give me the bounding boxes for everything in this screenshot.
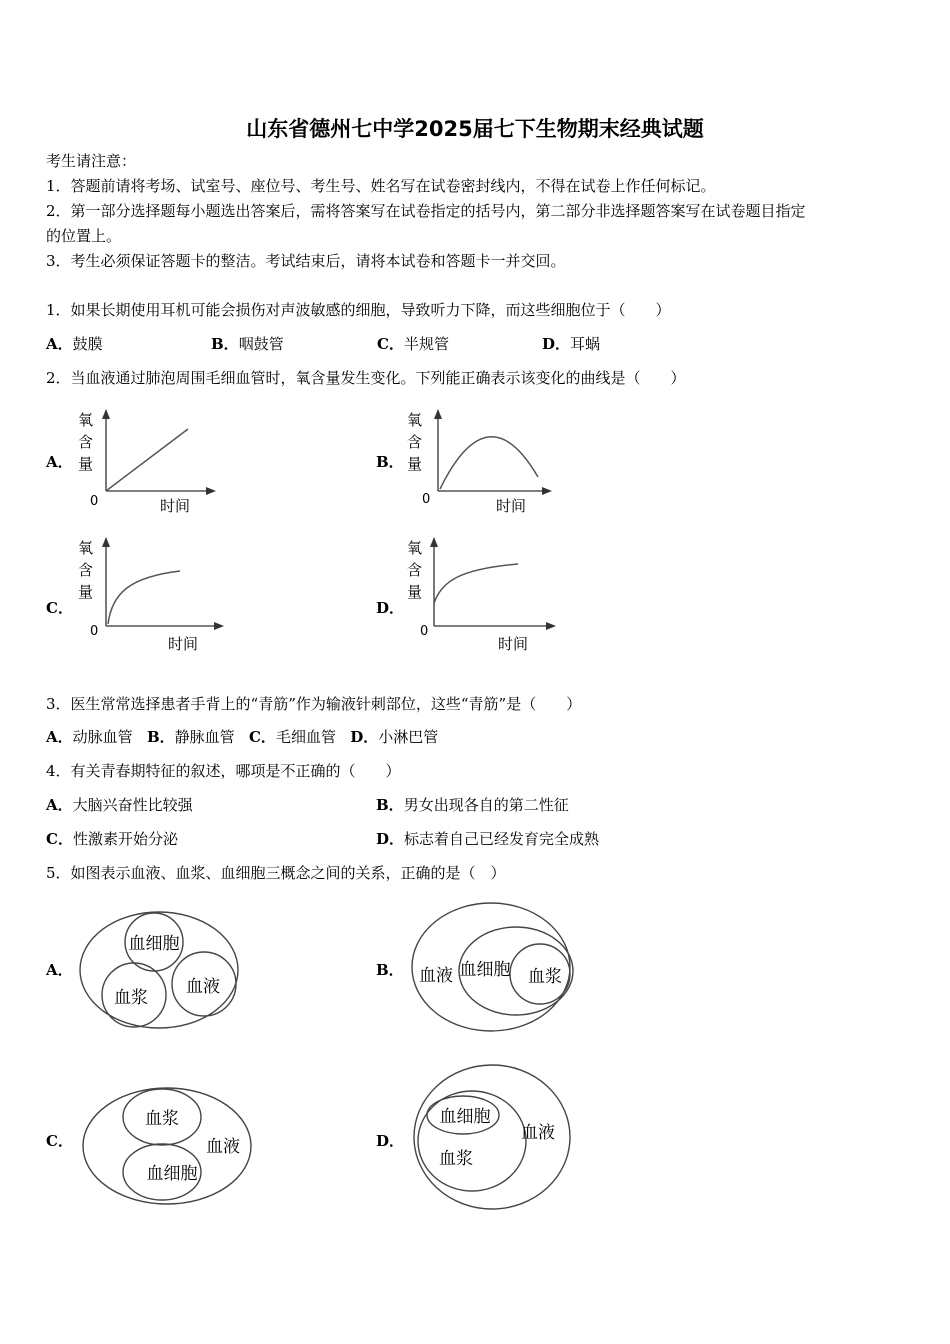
curve-linear	[106, 429, 188, 491]
label-plasma: 血浆	[145, 1109, 179, 1129]
notice-item-2-cont: 的位置上。	[46, 227, 122, 245]
label-cells: 血细胞	[128, 934, 180, 954]
y-label-char-3: 量	[78, 583, 94, 601]
label-plasma: 血浆	[528, 967, 562, 987]
x-axis-arrow	[546, 622, 556, 630]
x-label: 时间	[160, 497, 191, 515]
label-cells: 血细胞	[439, 1107, 491, 1127]
q4-stem: 4．有关青春期特征的叙述，哪项是不正确的（ ）	[46, 762, 401, 780]
y-axis-arrow	[102, 537, 110, 547]
curve-high-start	[434, 564, 518, 603]
q5-option-b-key[interactable]: B．	[376, 961, 404, 979]
q4-option-a[interactable]: A．大脑兴奋性比较强	[46, 796, 193, 814]
q2-option-c-key[interactable]: C．	[46, 599, 73, 617]
notice-item-1: 1．答题前请将考场、试室号、座位号、考生号、姓名写在试卷密封线内，不得在试卷上作任何标记。	[46, 177, 716, 195]
q1-option-b[interactable]: B．咽鼓管	[211, 335, 284, 353]
y-axis-arrow	[430, 537, 438, 547]
y-label-char-2: 含	[407, 561, 423, 579]
q5-diagram-d	[412, 1062, 582, 1212]
q2-graph-a	[70, 405, 230, 520]
q5-option-c-key[interactable]: C．	[46, 1132, 73, 1150]
q3-stem: 3．医生常常选择患者手背上的“青筋”作为输液针刺部位，这些“青筋”是（ ）	[46, 695, 582, 713]
label-blood: 血液	[206, 1137, 240, 1157]
q1-option-c[interactable]: C．半规管	[377, 335, 449, 353]
q5-diagram-b	[410, 900, 585, 1035]
page-title: 山东省德州七中学2025届七下生物期末经典试题	[246, 117, 704, 141]
q2-graph-b	[402, 405, 562, 520]
q2-option-b-key[interactable]: B．	[376, 453, 404, 471]
y-label-char-1: 氧	[407, 411, 423, 429]
q3-option-d[interactable]: D．小淋巴管	[350, 728, 439, 746]
q3-option-a[interactable]: A．动脉血管	[46, 728, 133, 746]
y-label-char-3: 量	[78, 455, 94, 473]
y-axis-arrow	[102, 409, 110, 419]
y-label-char-1: 氧	[78, 539, 94, 557]
label-plasma: 血浆	[114, 988, 148, 1008]
q3-options	[46, 727, 438, 747]
q1-option-a[interactable]: A．鼓膜	[46, 335, 103, 353]
x-axis-arrow	[542, 487, 552, 495]
q3-option-b[interactable]: B．静脉血管	[146, 728, 235, 746]
label-cells: 血细胞	[459, 960, 511, 980]
origin-label: 0	[90, 494, 99, 509]
q2-option-d-key[interactable]: D．	[376, 599, 405, 617]
middle-ellipse	[418, 1091, 526, 1191]
y-label-char-2: 含	[78, 433, 94, 451]
y-axis-arrow	[434, 409, 442, 419]
y-label-char-2: 含	[407, 433, 423, 451]
x-label: 时间	[496, 497, 527, 515]
curve-saturating	[108, 571, 180, 624]
origin-label: 0	[420, 624, 429, 639]
origin-label: 0	[422, 492, 431, 507]
q1-option-d[interactable]: D．耳蜗	[542, 335, 601, 353]
y-label-char-1: 氧	[407, 539, 423, 557]
y-label-char-1: 氧	[78, 411, 94, 429]
curve-rise-fall	[440, 437, 538, 489]
q3-option-c[interactable]: C．毛细血管	[248, 728, 336, 746]
origin-label: 0	[90, 624, 99, 639]
notice-heading: 考生请注意：	[46, 152, 137, 170]
q2-option-a-key[interactable]: A．	[46, 453, 73, 471]
label-blood: 血液	[419, 966, 453, 986]
label-blood: 血液	[521, 1123, 555, 1143]
label-cells: 血细胞	[146, 1164, 198, 1184]
notice-item-2: 2．第一部分选择题每小题选出答案后，需将答案写在试卷指定的括号内，第二部分非选择题答案写在试卷题目指定	[46, 202, 806, 220]
q5-option-d-key[interactable]: D．	[376, 1132, 405, 1150]
q1-stem: 1．如果长期使用耳机可能会损伤对声波敏感的细胞，导致听力下降，而这些细胞位于（ ）	[46, 301, 671, 319]
q4-option-b[interactable]: B．男女出现各自的第二性征	[376, 796, 569, 814]
y-label-char-3: 量	[407, 455, 423, 473]
x-label: 时间	[498, 635, 529, 653]
q4-option-d[interactable]: D．标志着自己已经发育完全成熟	[376, 830, 600, 848]
y-label-char-2: 含	[78, 561, 94, 579]
q5-diagram-a	[78, 908, 248, 1033]
notice-item-3: 3．考生必须保证答题卡的整洁。考试结束后，请将本试卷和答题卡一并交回。	[46, 252, 566, 270]
label-plasma: 血浆	[439, 1149, 473, 1169]
label-blood: 血液	[186, 977, 220, 997]
q2-stem: 2．当血液通过肺泡周围毛细血管时，氧含量发生变化。下列能正确表示该变化的曲线是（ ）	[46, 369, 686, 387]
y-label-char-3: 量	[407, 583, 423, 601]
x-label: 时间	[168, 635, 199, 653]
q5-stem: 5．如图表示血液、血浆、血细胞三概念之间的关系，正确的是（ ）	[46, 864, 506, 882]
q5-option-a-key[interactable]: A．	[46, 961, 73, 979]
q2-graph-c	[70, 533, 240, 658]
q2-graph-d	[402, 533, 572, 658]
q4-option-c[interactable]: C．性激素开始分泌	[46, 830, 178, 848]
x-axis-arrow	[206, 487, 216, 495]
q5-diagram-c	[80, 1082, 260, 1207]
x-axis-arrow	[214, 622, 224, 630]
